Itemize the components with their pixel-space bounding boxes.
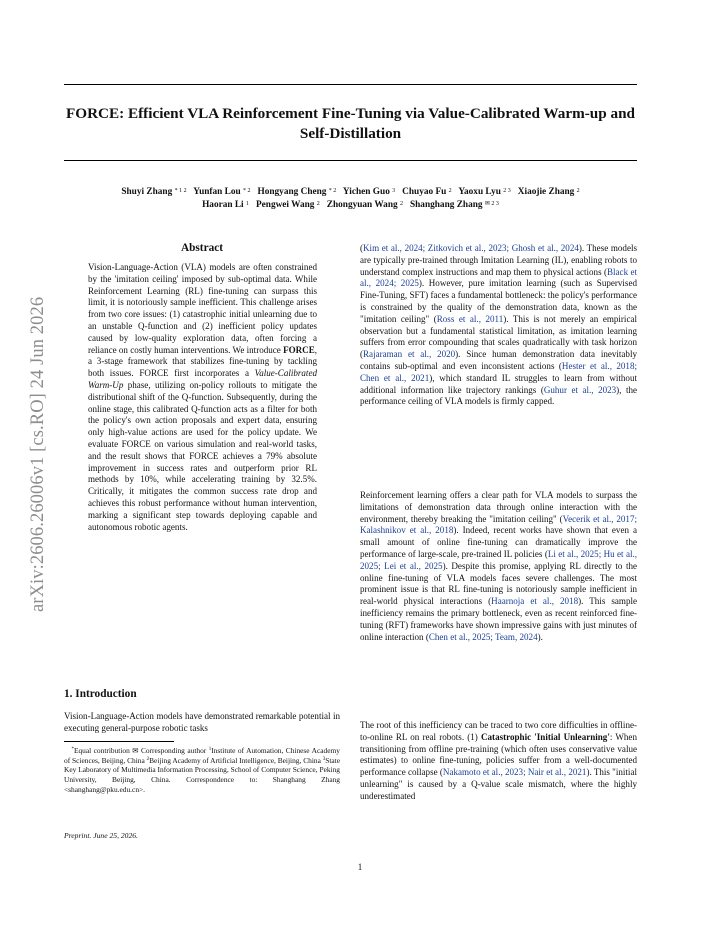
- paragraph-text: The root of this inefficiency can be traced to two core difficulties in offline-to-online RL on real robots. (1): [360, 720, 637, 742]
- footnote-affil-2: Beijing Academy of Artificial Intelligence, Beijing, China: [149, 755, 323, 765]
- paragraph-text: ). This "initial unlearning" is caused by a Q-value scale mismatch, where the highly underestimated: [360, 767, 637, 801]
- footnote: [64, 746, 340, 795]
- author-name: Chuyao Fu: [402, 187, 447, 197]
- section-heading-introduction: 1. Introduction: [64, 688, 137, 700]
- author-affiliation-marker: 2: [448, 188, 452, 194]
- paragraph-text: ). Indeed, recent works have shown that even a small amount of online fine-tuning can dramatically improve the performance of large-scale, pre-trained IL policies (: [360, 525, 637, 559]
- citation-link[interactable]: Vecerik et al., 2017; Kalashnikov et al., 2018: [360, 513, 637, 536]
- author-name: Xiaojie Zhang: [517, 187, 575, 197]
- citation-link[interactable]: Guhur et al., 2023: [543, 384, 617, 395]
- paragraph-text: ). These models are typically pre-trained through Imitation Learning (IL), enabling robots to understand complex instructions and map them to physical actions (: [360, 243, 637, 277]
- paragraph-text: ), which standard IL struggles to learn from without additional information like trajectory rankings (: [360, 372, 637, 395]
- author-name: Haoran Li: [202, 200, 244, 211]
- column2-paragraph-1: [360, 243, 637, 408]
- citation-link[interactable]: Nakamoto et al., 2023; Nair et al., 2021: [442, 767, 587, 778]
- author-name: Yunfan Lou: [193, 187, 241, 197]
- abstract-text-3: phase, utilizing on-policy rollouts to mitigate the distributional shift of the Q-function. Subsequently, during the online stage, this calibrated Q-function acts as a filter for both the policy's own action proposals and expert data, ensuring only high-value actions are used for the policy update. We evaluate FORCE on various simulation and real-world tasks, and the result shows that FORCE achieves a 79% absolute improvement in success rates and outperform prior RL methods by 10%, while accelerating training by 32.5%. Critically, it mitigates the common success rate drop and achieves this robust performance without human intervention, marking a significant step towards deploying capable and autonomous robotic agents.: [88, 379, 317, 532]
- footnote-equal: Equal contribution: [73, 746, 133, 755]
- abstract-phase-name: Value-Calibrated Warm-Up: [88, 368, 317, 390]
- paragraph-text: : When transitioning from offline pre-training (which often uses conservative value estimates) to online fine-tuning, policies suffer from a well-documented performance collapse (: [360, 731, 637, 778]
- top-rule: [64, 84, 637, 85]
- footnote-affil-1: Institute of Automation, Chinese Academy of Sciences, Beijing, China: [64, 746, 340, 765]
- arxiv-stamp: arXiv:2606.26006v1 [cs.RO] 24 Jun 2026: [28, 296, 48, 612]
- author-affiliation-marker: * 2: [328, 188, 337, 194]
- abstract-text-1: Vision-Language-Action (VLA) models are often constrained by the 'imitation ceiling' imposed by sub-optimal data. While Reinforcement Learning (RL) fine-tuning can surpass this limit, it is notoriously sample inefficient. This challenge arises from two core issues: (1) catastrophic initial unlearning due to an unstable Q-function and (2) inefficient policy updates caused by low-quality exploration data, often forcing a reliance on costly human interventions. We introduce: [88, 262, 317, 355]
- author-affiliation-marker: 2: [576, 188, 580, 194]
- paragraph-text: ). This sample inefficiency remains the primary bottleneck, even as recent reinforced fine-tuning (RFT) frameworks have shown impressive gains with just minutes of online interaction (: [360, 596, 638, 642]
- intro-paragraph-start: Vision-Language-Action models have demonstrated remarkable potential in executing general-purpose robotic tasks: [64, 711, 340, 733]
- envelope-icon: ✉: [132, 746, 139, 755]
- footnote-corresponding: Corresponding author: [138, 746, 209, 755]
- author-list: [60, 186, 641, 212]
- footnote-marker-3: 3: [322, 756, 326, 762]
- paragraph-text: ). Since human demonstration data inevitably contains sub-optimal and even inconsistent actions (: [360, 349, 637, 371]
- footnote-marker-2: 2: [146, 756, 150, 762]
- author-affiliation-marker: * 1 2: [174, 188, 187, 194]
- author-name: Yaoxu Lyu: [458, 187, 501, 197]
- paragraph-text: ). Despite this promise, applying RL directly to the online fine-tuning of VLA models faces severe challenges. The most prominent issue is that RL fine-tuning is notoriously sample inefficient in real-world physical interactions (: [360, 560, 637, 607]
- author-name: Pengwei Wang: [255, 200, 315, 211]
- author-affiliation-marker: 2: [316, 201, 320, 208]
- author-name: Yichen Guo: [342, 187, 390, 197]
- citation-link[interactable]: Haarnoja et al., 2018: [491, 596, 579, 607]
- footnote-marker-star: *: [71, 747, 74, 752]
- footnote-rule: [64, 741, 174, 742]
- preprint-note: Preprint. June 25, 2026.: [64, 831, 138, 840]
- column2-paragraph-2: [360, 490, 637, 643]
- column2-paragraph-3: [360, 720, 637, 803]
- title-bottom-rule: [64, 160, 637, 161]
- author-affiliation-marker: 2 3: [503, 188, 511, 194]
- citation-link[interactable]: Rajaraman et al., 2020: [363, 349, 456, 360]
- paragraph-text: ), the performance ceiling of VLA models is firmly capped.: [360, 384, 638, 407]
- author-affiliation-marker: ✉ 2 3: [484, 201, 499, 208]
- footnote-affil-3: State Key Laboratory of Multimedia Information Processing, School of Computer Science, Peking University, Beijing, China. Correspondence to: Shanghang Zhang <shanghang@pku.edu.cn>.: [64, 755, 341, 794]
- abstract-body: [88, 262, 317, 533]
- citation-link[interactable]: Kim et al., 2024; Zitkovich et al., 2023; Ghosh et al., 2024: [363, 243, 579, 253]
- author-name: Zhongyuan Wang: [326, 200, 398, 211]
- abstract-method-name: FORCE: [283, 344, 315, 355]
- citation-link[interactable]: Hester et al., 2018; Chen et al., 2021: [360, 360, 637, 383]
- paragraph-text: ). However, pure imitation learning (such as Supervised Fine-Tuning, SFT) faces a fundamental bottleneck: the policy's performance is constrained by the quality of the demonstration data, known as the "imitation ceiling" (: [360, 278, 637, 324]
- paragraph-text: ).: [537, 631, 543, 642]
- author-name: Shanghang Zhang: [409, 200, 483, 211]
- author-name: Hongyang Cheng: [257, 187, 327, 197]
- citation-link[interactable]: Ross et al., 2011: [436, 313, 504, 324]
- author-line-1: [60, 186, 641, 199]
- author-affiliation-marker: * 2: [243, 188, 251, 194]
- abstract-heading: Abstract: [180, 242, 224, 254]
- author-name: Shuyi Zhang: [121, 187, 173, 197]
- author-affiliation-marker: 1: [245, 201, 249, 208]
- author-affiliation-marker: 3: [392, 188, 396, 194]
- abstract-text-2: , a 3-stage framework that stabilizes fine-tuning by tackling both issues. FORCE first incorporates a: [88, 344, 318, 379]
- citation-link[interactable]: Chen et al., 2025; Team, 2024: [428, 631, 538, 642]
- paragraph-text: ). This is not merely an empirical observation but a fundamental statistical limitation, as imitation learning suffers from error compounding that scales quadratically with task horizon (: [360, 313, 637, 360]
- citation-link[interactable]: Li et al., 2025; Hu et al., 2025; Lei et al., 2025: [360, 548, 637, 571]
- author-affiliation-marker: 2: [399, 201, 403, 208]
- paragraph-text: (: [360, 243, 364, 253]
- citation-link[interactable]: Black et al., 2024; 2025: [360, 266, 637, 289]
- paragraph-text: Reinforcement learning offers a clear path for VLA models to surpass the limitations of demonstration data through online interaction with the environment, thereby breaking the "imitation ceiling" (: [360, 490, 637, 524]
- author-line-2: [60, 199, 641, 212]
- page-number: 1: [357, 862, 363, 872]
- bold-term: Catastrophic 'Initial Unlearning': [481, 731, 610, 742]
- footnote-marker-1: 1: [208, 747, 212, 752]
- paper-title: FORCE: Efficient VLA Reinforcement Fine-Tuning via Value-Calibrated Warm-up and Self-Distillation: [65, 105, 635, 142]
